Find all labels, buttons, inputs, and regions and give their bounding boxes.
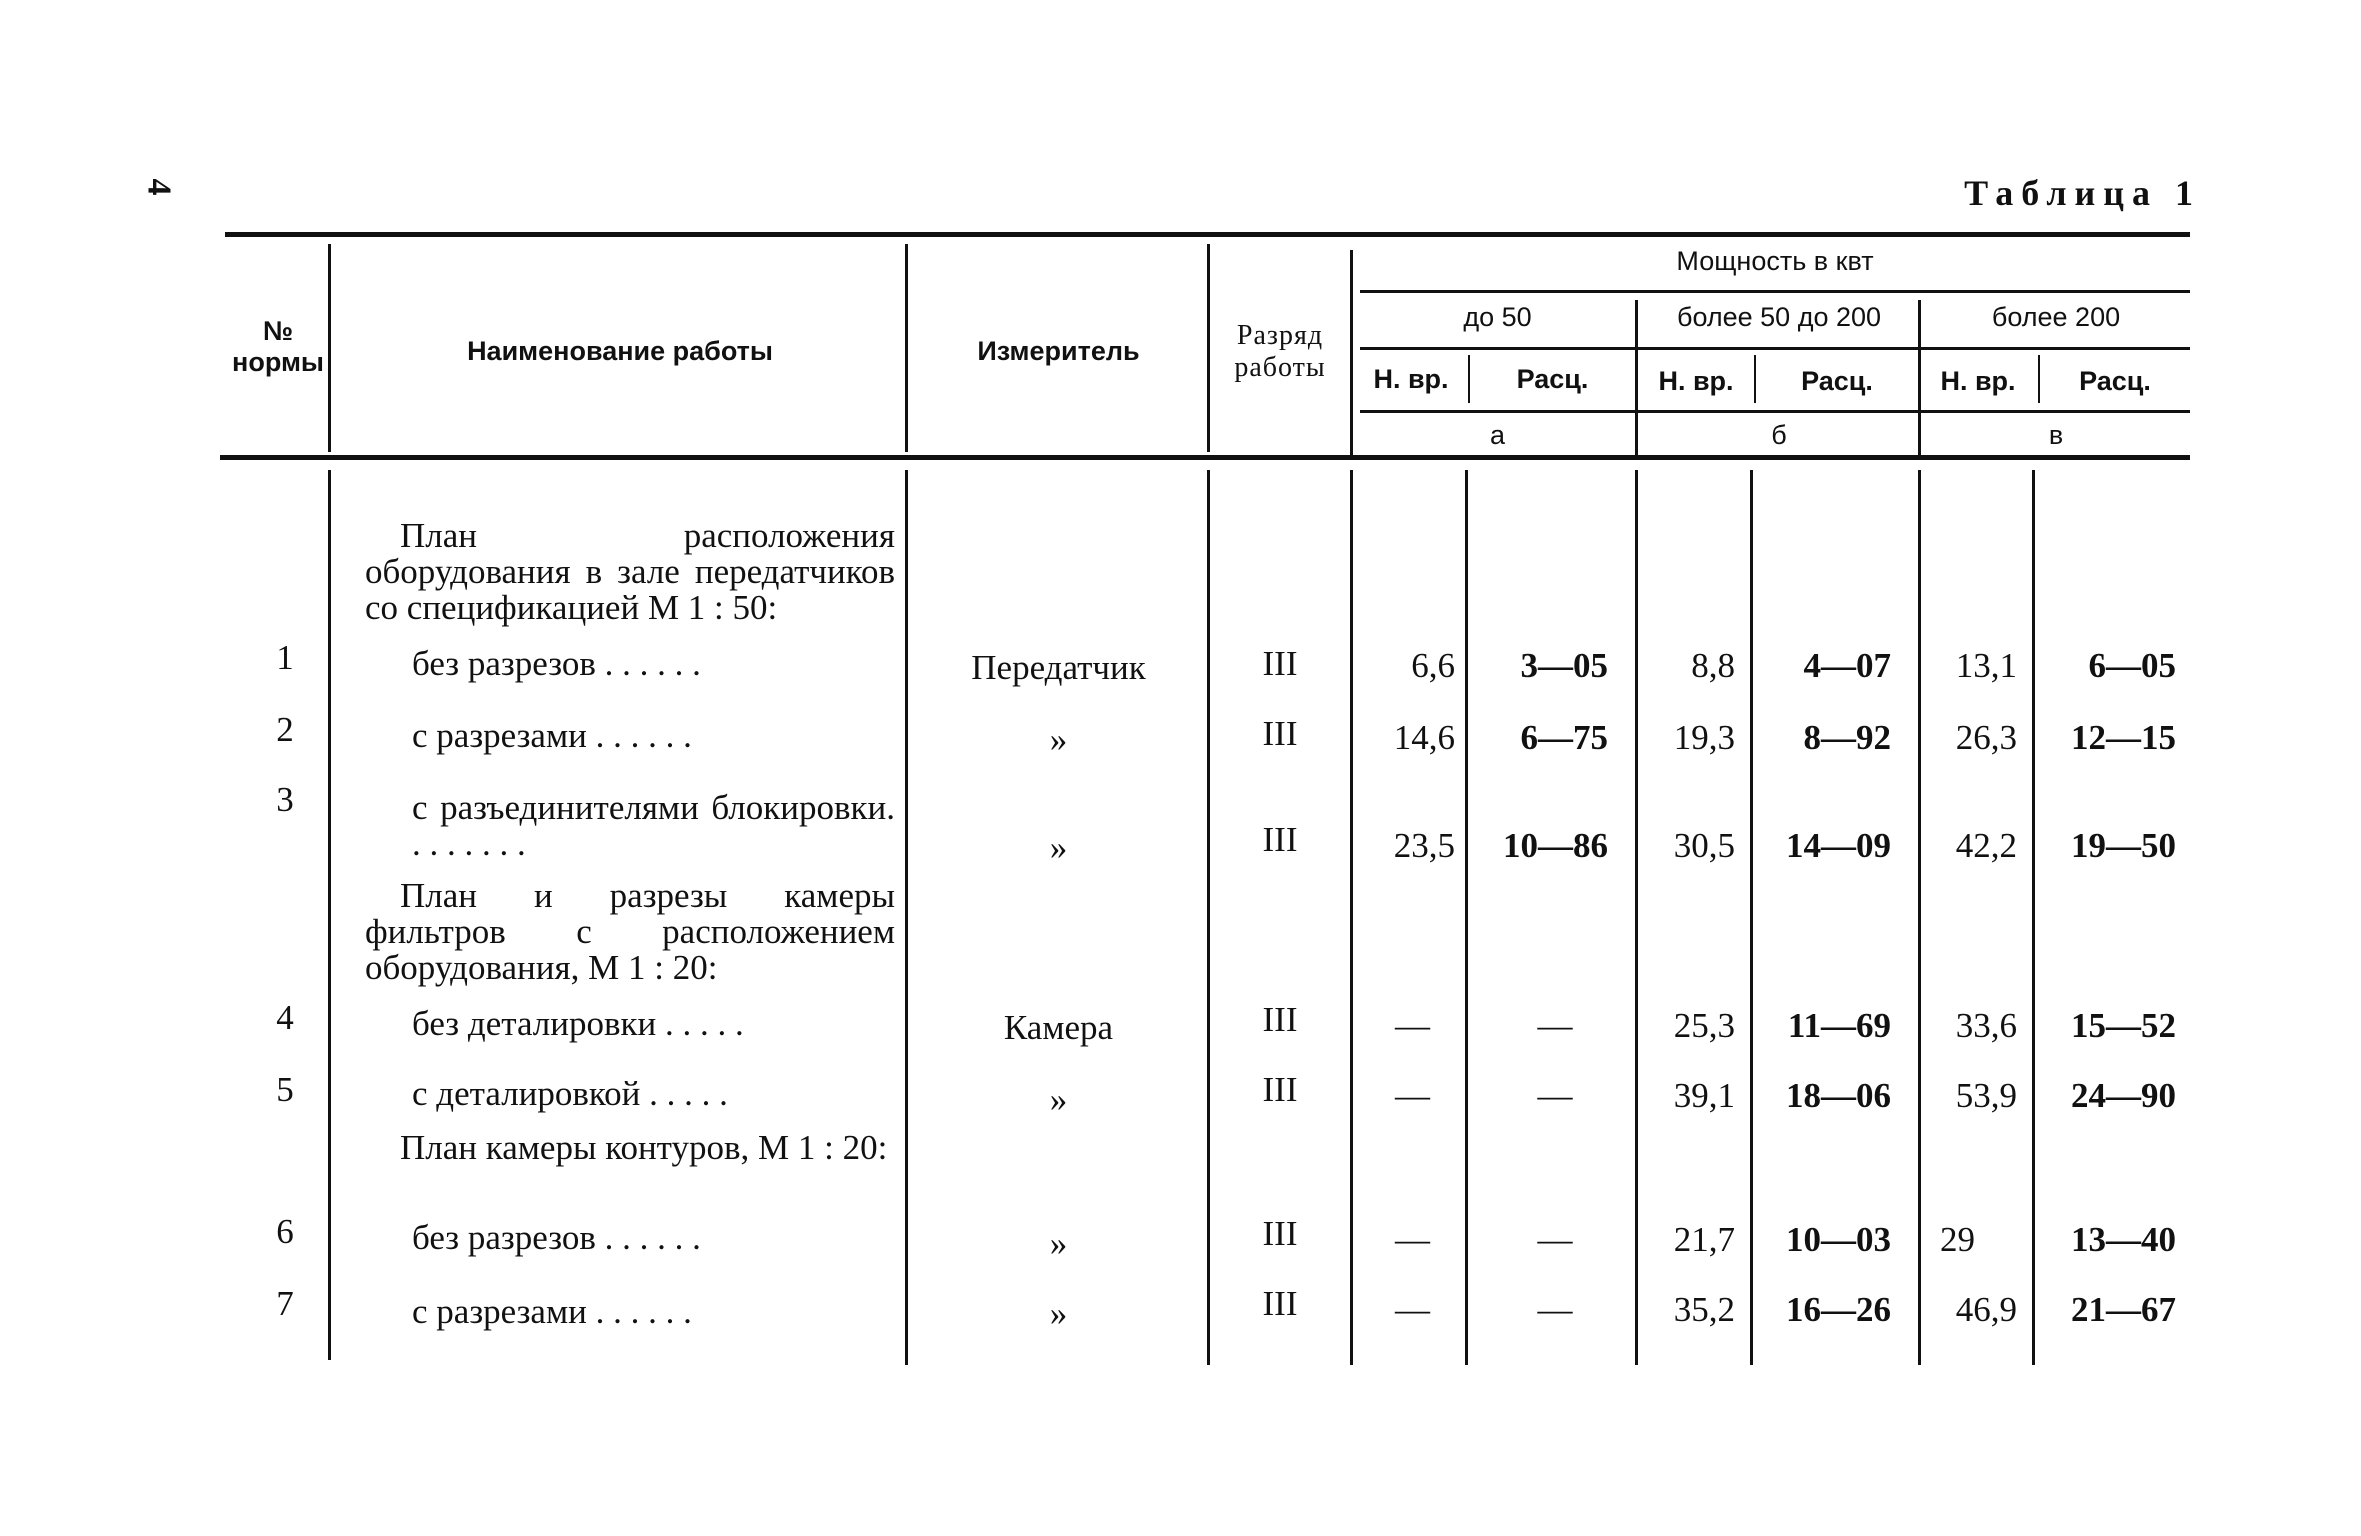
c-rate: 15—52	[2071, 1006, 2176, 1045]
table-label: Таблица 1	[1964, 173, 2201, 213]
work-name: с разъединителями блокировки. . . . . . . .	[412, 788, 895, 863]
b-time: 8,8	[1691, 646, 1735, 685]
b-time: 39,1	[1673, 1076, 1735, 1115]
c-time: 53,9	[1955, 1076, 2017, 1115]
b-rate: 8—92	[1803, 718, 1891, 757]
a-time: 14,6	[1393, 718, 1455, 757]
a-time: —	[1395, 1220, 1430, 1259]
body-divider	[1918, 470, 1921, 1365]
b-time: 21,7	[1673, 1220, 1735, 1259]
c-rate: 24—90	[2071, 1076, 2176, 1115]
section-heading: План камеры контуров, М 1 : 20:	[400, 1128, 888, 1167]
body-divider	[905, 470, 908, 1365]
unit: »	[1049, 828, 1068, 867]
c-rate: 19—50	[2071, 826, 2176, 865]
c-time: 29	[1940, 1220, 1975, 1259]
c-rate: 13—40	[2071, 1220, 2176, 1259]
header-group-b: более 50 до 200	[1676, 302, 1882, 332]
b-time: 25,3	[1673, 1006, 1735, 1045]
b-time: 19,3	[1673, 718, 1735, 757]
header-group-c: более 200	[1991, 302, 2121, 332]
b-time: 35,2	[1673, 1290, 1735, 1329]
header-divider	[328, 244, 331, 452]
work-name: с разрезами . . . . . .	[412, 716, 692, 755]
section-heading: План и разрезы камеры фильтров с расположением оборудования, М 1 : 20:	[365, 876, 895, 987]
c-time: 13,1	[1955, 646, 2017, 685]
c-rate: 6—05	[2088, 646, 2176, 685]
unit: »	[1049, 1224, 1068, 1263]
body-divider	[328, 470, 331, 1360]
page-number: 4	[140, 178, 178, 196]
a-rate: 6—75	[1520, 718, 1608, 757]
a-rate: 10—86	[1503, 826, 1608, 865]
work-name: без разрезов . . . . . .	[412, 1218, 701, 1257]
b-rate: 14—09	[1786, 826, 1891, 865]
unit: »	[1049, 720, 1068, 759]
c-time: 46,9	[1955, 1290, 2017, 1329]
a-rate: —	[1537, 1076, 1573, 1115]
header-divider	[1350, 250, 1353, 460]
work-name: без разрезов . . . . . .	[412, 644, 701, 683]
section-heading: План расположения оборудования в зале передатчиков со спецификацией М 1 : 50:	[365, 516, 895, 627]
unit: Камера	[1003, 1008, 1114, 1047]
norm-number: 4	[276, 998, 294, 1037]
body-divider	[1635, 470, 1638, 1365]
a-rate: —	[1537, 1290, 1573, 1329]
header-work-name: Наименование работы	[467, 336, 773, 366]
header-b-time: Н. вр.	[1658, 366, 1734, 396]
top-rule	[225, 232, 2190, 237]
norm-number: 5	[276, 1070, 294, 1109]
header-letter-c: в	[2048, 420, 2064, 450]
header-divider	[1918, 300, 1921, 460]
b-rate: 16—26	[1786, 1290, 1891, 1329]
norm-number: 7	[276, 1284, 294, 1323]
b-rate: 10—03	[1786, 1220, 1891, 1259]
header-norm-number: № нормы	[232, 316, 324, 378]
norm-number: 3	[276, 780, 294, 819]
norm-number: 2	[276, 710, 294, 749]
a-time: —	[1395, 1006, 1430, 1045]
body-divider	[2032, 470, 2035, 1365]
a-rate: —	[1537, 1220, 1573, 1259]
header-bottom-rule	[220, 455, 2190, 460]
b-rate: 4—07	[1803, 646, 1891, 685]
header-grade: Разряд работы	[1234, 320, 1326, 384]
norm-number: 6	[276, 1212, 294, 1251]
c-time: 26,3	[1955, 718, 2017, 757]
norm-number: 1	[276, 638, 294, 677]
body-divider	[1465, 470, 1468, 1365]
c-time: 42,2	[1955, 826, 2017, 865]
a-time: —	[1395, 1290, 1430, 1329]
unit: »	[1049, 1294, 1068, 1333]
c-rate: 21—67	[2071, 1290, 2176, 1329]
body-divider	[1750, 470, 1753, 1365]
work-name: с разрезами . . . . . .	[412, 1292, 692, 1331]
header-a-time: Н. вр.	[1373, 364, 1449, 394]
a-time: 23,5	[1393, 826, 1455, 865]
a-time: 6,6	[1411, 646, 1455, 685]
header-a-rate: Расц.	[1516, 364, 1589, 394]
a-rate: 3—05	[1520, 646, 1608, 685]
header-unit: Измеритель	[977, 336, 1140, 366]
grade: III	[1262, 1214, 1298, 1253]
grade: III	[1262, 644, 1298, 683]
grade: III	[1262, 714, 1298, 753]
grade: III	[1262, 820, 1298, 859]
grade: III	[1262, 1284, 1298, 1323]
unit: Передатчик	[971, 648, 1146, 687]
a-time: —	[1395, 1076, 1430, 1115]
header-c-time: Н. вр.	[1940, 366, 2016, 396]
grade: III	[1262, 1070, 1298, 1109]
header-group-a: до 50	[1463, 302, 1532, 332]
c-rate: 12—15	[2071, 718, 2176, 757]
unit: »	[1049, 1080, 1068, 1119]
subheader-rule	[1360, 410, 2190, 413]
header-letter-a: а	[1489, 420, 1506, 450]
header-divider	[1635, 300, 1638, 460]
header-divider	[905, 244, 908, 452]
body-divider	[1350, 470, 1353, 1365]
c-time: 33,6	[1955, 1006, 2017, 1045]
header-power-title: Мощность в квт	[1676, 246, 1874, 276]
groups-rule	[1360, 347, 2190, 350]
work-name: без деталировки . . . . .	[412, 1004, 744, 1043]
header-c-rate: Расц.	[2079, 366, 2151, 396]
power-title-rule	[1360, 290, 2190, 293]
b-rate: 11—69	[1787, 1006, 1891, 1045]
grade: III	[1262, 1000, 1298, 1039]
header-b-rate: Расц.	[1801, 366, 1873, 396]
header-divider	[1207, 244, 1210, 452]
work-name: с деталировкой . . . . .	[412, 1074, 728, 1113]
b-rate: 18—06	[1786, 1076, 1891, 1115]
a-rate: —	[1537, 1006, 1573, 1045]
header-letter-b: б	[1771, 420, 1787, 450]
b-time: 30,5	[1673, 826, 1735, 865]
